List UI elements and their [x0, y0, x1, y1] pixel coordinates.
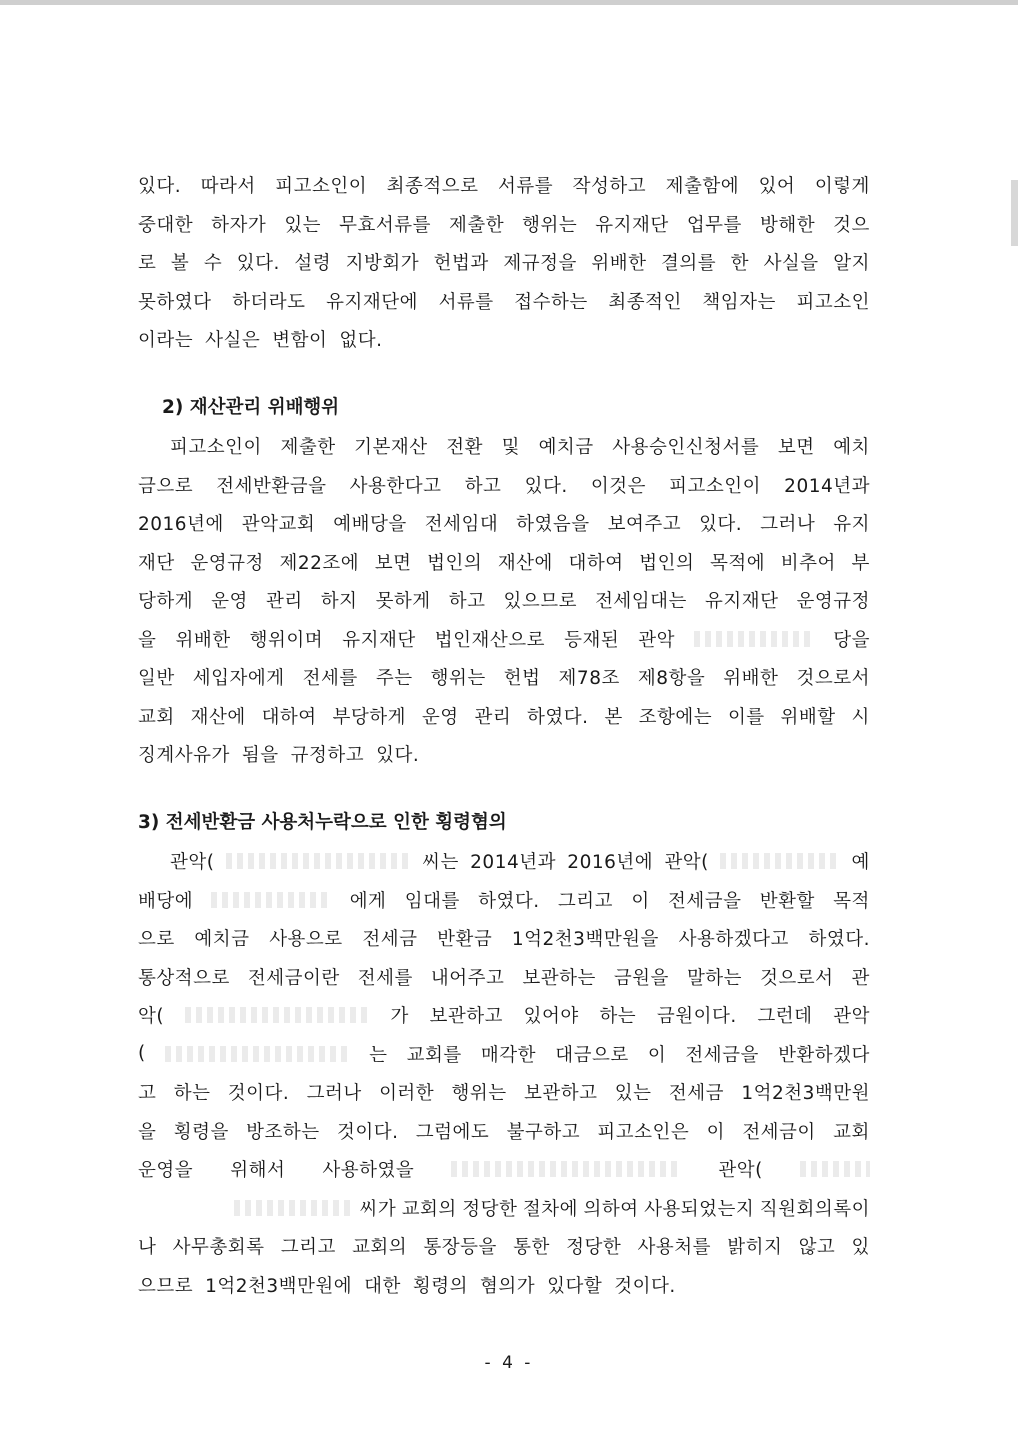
redacted-region [226, 853, 411, 869]
text-line [138, 842, 870, 881]
word: 배당에 [138, 890, 194, 912]
word: 있다. [138, 176, 182, 198]
word: 이라는 [138, 330, 194, 352]
word: 하였음을 [516, 514, 590, 536]
word: 으로 [138, 929, 175, 951]
word: 그러나 [760, 514, 816, 536]
word: 교회를 [406, 1044, 462, 1066]
word: 하는 [173, 1083, 211, 1105]
word: 제22조에 [279, 552, 360, 574]
text-line [138, 427, 870, 466]
word: 고 [138, 1083, 157, 1105]
word: 반환하겠다 [778, 1044, 870, 1066]
word: 악( [138, 1006, 165, 1028]
word: 것이다. [336, 1121, 399, 1143]
word: 업무를 [686, 214, 742, 236]
word: 있어야 [523, 1006, 579, 1028]
word: 헌법과 [433, 253, 489, 275]
word: 작성하고 [572, 176, 647, 198]
word: 보면 [777, 437, 815, 459]
word: 하는 [599, 1006, 637, 1028]
word: 재산에 [190, 706, 246, 728]
word: 설령 [294, 253, 332, 275]
word: 하자가 [211, 214, 267, 236]
word: 결의를 [661, 253, 717, 275]
redacted-region [451, 1161, 681, 1177]
word: 교회의 [401, 1198, 457, 1220]
word: 보관하고 [523, 1083, 598, 1105]
scan-top-edge [0, 0, 1018, 5]
word: 제78조 [558, 668, 620, 690]
scan-edge-mark [1011, 180, 1018, 246]
word: 하였다. [808, 929, 870, 951]
word: 위배한 [723, 668, 779, 690]
word: 이것은 [590, 475, 646, 497]
word: 피고소인이 [275, 176, 368, 198]
word: 횡령을 [173, 1121, 229, 1143]
word: 부당하게 [332, 706, 407, 728]
word: 보관하고 [429, 1006, 503, 1028]
word: 못하였다 [138, 291, 212, 313]
word: 당하게 [138, 591, 194, 613]
text-line [138, 1227, 870, 1266]
word: 관 [851, 967, 870, 989]
word: 이 [706, 1121, 725, 1143]
word: 으므로 [138, 1275, 194, 1297]
text-line [138, 543, 870, 582]
section-2-body [138, 427, 870, 774]
redacted-region [720, 853, 840, 869]
word: 있으므로 [503, 591, 578, 613]
word: 위배할 [780, 706, 836, 728]
redacted-region [234, 1200, 354, 1216]
redacted-region [694, 631, 814, 647]
word: 운영규정 [190, 552, 264, 574]
word: 에게 [349, 890, 387, 912]
word: 관악 [833, 1006, 870, 1028]
text-line [138, 919, 870, 958]
word: 예 [851, 852, 870, 874]
text-line [138, 735, 870, 774]
word: 법인의 [427, 552, 483, 574]
word: 말하는 [686, 967, 743, 989]
word: 전세반환금을 [216, 475, 327, 497]
word: 하고 [464, 475, 502, 497]
word: 재단 [138, 552, 175, 574]
word: 헌법 [503, 668, 541, 690]
word: 사용승인신청서를 [612, 437, 760, 459]
word: 전세금이 [742, 1121, 816, 1143]
word: 예치금 [194, 929, 250, 951]
word: 등재된 [564, 629, 620, 651]
word: 관악( [170, 852, 215, 874]
word: 사용하겠다고 [678, 929, 789, 951]
word: 그리고 [280, 1237, 336, 1259]
word: 제출한 [448, 214, 505, 236]
word: 보여주고 [607, 514, 682, 536]
word: 위해서 [230, 1160, 286, 1182]
word: 씨는 [422, 852, 459, 874]
word: 최종적인 [608, 291, 682, 313]
word: 하였다. [527, 706, 589, 728]
redacted-region [800, 1161, 870, 1177]
word: 따라서 [200, 176, 256, 198]
word: 2016년에 [138, 514, 224, 536]
word: 금으로 [138, 475, 194, 497]
word: 규정하고 [290, 745, 365, 767]
text-line [138, 1266, 870, 1305]
word: 중대한 [138, 214, 194, 236]
text-line [138, 320, 870, 359]
word: 징계사유가 [138, 745, 230, 767]
word: 일반 [138, 668, 175, 690]
word: 사용한다고 [349, 475, 442, 497]
word: 2014년과 [470, 852, 556, 874]
word: 유지재단에 [326, 291, 418, 313]
word: 있다. [699, 514, 743, 536]
word: 1억2천3백만원 [741, 1083, 870, 1105]
word: 제8항을 [637, 668, 706, 690]
word: 통한 [513, 1237, 550, 1259]
word: 제출함에 [665, 176, 740, 198]
text-line [138, 205, 870, 244]
word: 대하여 [568, 552, 624, 574]
word: 하고 [448, 591, 486, 613]
word: 하더라도 [232, 291, 306, 313]
word: 이렇게 [814, 176, 870, 198]
word: 운영 [211, 591, 248, 613]
word: 있다. [236, 253, 280, 275]
word: 전세를 [357, 967, 413, 989]
word: 최종적으로 [386, 176, 479, 198]
word: 절차에 [522, 1198, 578, 1220]
word: 목적 [833, 890, 870, 912]
text-line [138, 620, 870, 659]
word: 사무총회록 [172, 1237, 265, 1259]
word: 운영을 [138, 1160, 194, 1182]
word: 횡령의 [412, 1275, 469, 1297]
word: 행위는 [522, 214, 578, 236]
word: 행위이며 [249, 629, 324, 651]
word: 행위는 [451, 1083, 507, 1105]
word: 무효서류를 [339, 214, 431, 236]
word: 제규정을 [503, 253, 577, 275]
word: 혐의가 [480, 1275, 536, 1297]
word: 않고 [798, 1237, 836, 1259]
word: 전세금 [362, 929, 418, 951]
word: 보관하는 [522, 967, 596, 989]
word: 직원회의록이 [759, 1198, 870, 1220]
text-line [138, 658, 870, 697]
redacted-region [211, 892, 331, 908]
word: 지방회가 [345, 253, 420, 275]
word: 있어 [758, 176, 796, 198]
word: 로 [138, 253, 157, 275]
word: 씨가 [359, 1198, 397, 1220]
word: 서류를 [438, 291, 494, 313]
word: 관악 [638, 629, 676, 651]
word: 위배한 [175, 629, 231, 651]
word: 것이다. [614, 1275, 676, 1297]
word: 교회의 [352, 1237, 408, 1259]
word: 유지재단 [342, 629, 416, 651]
word: 임대를 [404, 890, 460, 912]
word: 그런데 [757, 1006, 813, 1028]
word: 유지재단 [595, 214, 669, 236]
word: 정당한 [462, 1198, 518, 1220]
section-3-heading: 3) 전세반환금 사용처누락으로 인한 횡령혐의 [138, 811, 507, 833]
word: 이 [631, 890, 650, 912]
word: 그럼에도 [415, 1121, 490, 1143]
section-3-body [138, 842, 870, 1304]
redacted-region [165, 1046, 350, 1062]
word: 부 [851, 552, 870, 574]
word: 없다. [339, 330, 383, 352]
word: 예치 [833, 437, 870, 459]
word: 세입자에게 [192, 668, 285, 690]
word: 내어주고 [430, 967, 505, 989]
word: 정당한 [566, 1237, 622, 1259]
word: 이를 [727, 706, 765, 728]
word: 교회 [833, 1121, 870, 1143]
word: 매각한 [480, 1044, 537, 1066]
word: 대한 [364, 1275, 401, 1297]
word: 금원을 [613, 967, 669, 989]
word: 피고소인 [796, 291, 870, 313]
word: 있 [851, 1237, 870, 1259]
word: 전세금을 [685, 1044, 759, 1066]
word: 교회 [138, 706, 175, 728]
word: 제출한 [280, 437, 336, 459]
word: 알지 [833, 253, 870, 275]
word: 사용처를 [637, 1237, 711, 1259]
word: 책임자는 [702, 291, 776, 313]
word: 사용하였을 [322, 1160, 415, 1182]
word: 위배한 [591, 253, 647, 275]
word: 사실은 [205, 330, 261, 352]
word: 법인재산으로 [434, 629, 546, 651]
word: 한 [730, 253, 750, 275]
word: 운영규정 [796, 591, 870, 613]
word: 유지재단 [704, 591, 779, 613]
word: 기본재산 [354, 437, 428, 459]
word: 을 [138, 1121, 157, 1143]
word: 관악( [718, 1160, 763, 1182]
word: 서류를 [497, 176, 554, 198]
word: 있다. [524, 475, 568, 497]
word: 하지 [320, 591, 358, 613]
word: 방조하는 [246, 1121, 320, 1143]
word: 재산에 [497, 552, 553, 574]
word: 그러나 [306, 1083, 362, 1105]
word: 피고소인이 [669, 475, 762, 497]
word: 전세금을 [667, 890, 742, 912]
word: 전세금이란 [247, 967, 340, 989]
word: 불구하고 [506, 1121, 581, 1143]
text-line [138, 466, 870, 505]
word: 2016년에 [567, 852, 654, 874]
text-line [138, 243, 870, 282]
word: 시 [851, 706, 870, 728]
word: 이 [647, 1044, 667, 1066]
word: 본 [604, 706, 623, 728]
word: 것으로서 [760, 967, 834, 989]
word: 나 [138, 1237, 157, 1259]
word: 사용으로 [269, 929, 343, 951]
word: ( [138, 1043, 146, 1065]
word: 통장등을 [423, 1237, 497, 1259]
word: 하였다. [478, 890, 540, 912]
text-line [138, 504, 870, 543]
word: 보면 [374, 552, 412, 574]
word: 있는 [614, 1083, 652, 1105]
text-line [138, 1035, 870, 1074]
word: 전세임대는 [595, 591, 687, 613]
word: 의하여 [583, 1198, 639, 1220]
document-page [138, 166, 870, 1304]
word: 통상적으로 [138, 967, 230, 989]
word: 못하게 [375, 591, 431, 613]
word: 수 [203, 253, 223, 275]
word: 이러한 [379, 1083, 435, 1105]
word: 전환 [446, 437, 483, 459]
word: 전세를 [302, 668, 358, 690]
section-2-heading: 2) 재산관리 위배행위 [162, 396, 340, 418]
word: 금원이다. [656, 1006, 737, 1028]
word: 운영 [421, 706, 459, 728]
word: 주는 [375, 668, 413, 690]
word: 을 [138, 629, 157, 651]
word: 있는 [284, 214, 322, 236]
word: 변함이 [272, 330, 328, 352]
section-1-body [138, 166, 870, 359]
word: 조항에는 [638, 706, 713, 728]
redacted-region [185, 1007, 370, 1023]
word: 됨을 [241, 745, 279, 767]
word: 가 [390, 1006, 409, 1028]
page-number: - 4 - [484, 1353, 534, 1373]
word: 행위는 [430, 668, 486, 690]
word: 있다할 [547, 1275, 603, 1297]
word: 피고소인은 [597, 1121, 690, 1143]
word: 2014년과 [784, 475, 870, 497]
word: 사용되었는지 [644, 1198, 755, 1220]
word: 있다. [376, 745, 420, 767]
text-line [138, 958, 870, 997]
word: 것으로서 [796, 668, 870, 690]
word: 관리 [474, 706, 512, 728]
word: 는 [369, 1044, 388, 1066]
text-line [138, 996, 870, 1035]
word: 볼 [170, 253, 190, 275]
word: 대금으로 [555, 1044, 629, 1066]
word: 그리고 [557, 890, 614, 912]
word: 반환할 [759, 890, 815, 912]
word: 방해한 [759, 214, 816, 236]
word: 1억2천3백만원에 [205, 1275, 353, 1297]
word: 밝히지 [727, 1237, 783, 1259]
text-line [138, 166, 870, 205]
word: 관악( [664, 852, 709, 874]
text-line [138, 581, 870, 620]
word: 및 [501, 437, 520, 459]
word: 목적에 [710, 552, 766, 574]
word: 것으 [833, 214, 870, 236]
word: 것이다. [227, 1083, 290, 1105]
word: 반환금 [437, 929, 493, 951]
text-line [138, 1073, 870, 1112]
word: 1억2천3백만원을 [511, 929, 659, 951]
word: 예치금 [538, 437, 594, 459]
word: 전세금 [668, 1083, 724, 1105]
word: 법인의 [639, 552, 695, 574]
text-line [138, 881, 870, 920]
word: 관악교회 [241, 514, 316, 536]
word: 대하여 [261, 706, 317, 728]
text-line [138, 282, 870, 321]
word: 관리 [265, 591, 303, 613]
text-line [138, 697, 870, 736]
word: 접수하는 [514, 291, 588, 313]
word: 비추어 [780, 552, 836, 574]
text-line [138, 1112, 870, 1151]
text-line [138, 1150, 870, 1189]
word: 피고소인이 [170, 437, 262, 459]
word: 유지 [833, 514, 870, 536]
word: 사실을 [763, 253, 819, 275]
word: 당을 [833, 629, 870, 651]
word: 전세임대 [424, 514, 499, 536]
word: 예배당을 [333, 514, 407, 536]
text-line [138, 1189, 870, 1228]
